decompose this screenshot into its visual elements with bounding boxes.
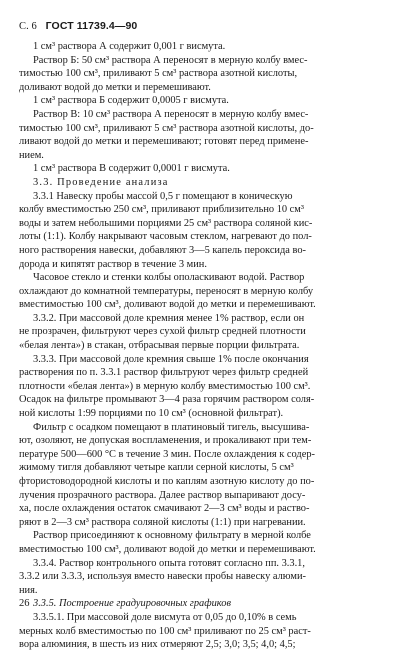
text-line: тимостью 100 см³, приливают 5 см³ раствора азотной кислоты, <box>19 68 298 80</box>
text-line: воды и затем небольшими порциями 25 см³ раствора соляной кис- <box>19 217 313 229</box>
text-line: Осадок на фильтре промывают 3—4 раза горячим раствором соля- <box>19 394 315 406</box>
document-body <box>19 40 385 652</box>
section-heading: 3.3. Проведение анализа <box>33 176 169 188</box>
page-number: 26 <box>19 598 30 609</box>
text-line: Раствор Б: 50 см³ раствора А переносят в мерную колбу вмес- <box>33 54 308 66</box>
text-line: ного растворения навески, добавляют 3—5 капель пероксида во- <box>19 244 306 256</box>
text-line: плотности «белая лента») в мерную колбу вместимостью 100 см³. <box>19 380 311 392</box>
text-line: растворения по п. 3.3.1 раствор фильтруют через фильтр средней <box>19 367 309 379</box>
text-line: охлаждают до комнатной температуры, переносят в мерную колбу <box>19 285 314 297</box>
text-line: лучения прозрачного раствора. Далее раствор выпаривают досу- <box>19 489 306 501</box>
text-line: вместимостью 100 см³, доливают водой до метки и перемешивают. <box>19 543 316 555</box>
text-line: тимостью 100 см³, приливают 5 см³ раствора азотной кислоты, до- <box>19 122 314 134</box>
text-line: 3.3.2. При массовой доле кремния менее 1% раствор, если он <box>33 312 305 324</box>
text-line: 3.3.2 или 3.3.3, используя вместо навески пробы навеску алюми- <box>19 571 306 583</box>
text-line: нием. <box>19 149 44 161</box>
text-line: 1 см³ раствора В содержит 0,0001 г висмута. <box>33 163 230 175</box>
text-line: 1 см³ раствора А содержит 0,001 г висмута. <box>33 41 226 52</box>
text-line: фтористоводородной кислоты и по каплям азотную кислоту до по- <box>19 476 315 487</box>
text-line: вместимостью 100 см³, доливают водой до метки и перемешивают. <box>19 299 316 311</box>
text-line: Часовое стекло и стенки колбы ополаскивают водой. Раствор <box>33 272 305 284</box>
text-line: ливают водой до метки и перемешивают; готовят перед примене- <box>19 136 309 148</box>
text-line: Фильтр с осадком помещают в платиновый тигель, высушива- <box>33 421 310 433</box>
text-line: лоты (1:1). Колбу накрывают часовым стеклом, нагревают до пол- <box>19 231 312 243</box>
text-line: мерных колб вместимостью по 100 см³ приливают по 25 см³ раст- <box>19 625 311 637</box>
text-line: пературе 500—600 °С в течение 3 мин. После охлаждения к содер- <box>19 448 315 460</box>
text-line: 3.3.1 Навеску пробы массой 0,5 г помещают в коническую <box>33 190 293 202</box>
text-line: 3.3.5.1. При массовой доле висмута от 0,05 до 0,10% в семь <box>33 611 297 623</box>
page-label: С. 6 <box>19 21 37 32</box>
text-line: не прозрачен, фильтруют через сухой фильтр средней плотности <box>19 326 306 338</box>
standard-number: ГОСТ 11739.4—90 <box>45 20 138 32</box>
text-line: жимому тигля добавляют четыре капли серной кислоты, 5 см³ <box>19 462 294 474</box>
subsection-heading: 3.3.5. Построение градуировочных графиков <box>33 598 231 610</box>
text-line: 1 см³ раствора Б содержит 0,0005 г висмута. <box>33 95 229 107</box>
text-line: ряют в 2—3 см³ раствора соляной кислоты (1:1) при нагревании. <box>19 516 306 528</box>
text-line: Раствор В: 10 см³ раствора А переносят в мерную колбу вмес- <box>33 108 309 120</box>
text-line: вора алюминия, в шесть из них отмеряют 2,5; 3,0; 3,5; 4,0; 4,5; <box>19 639 296 651</box>
text-line: ха, после охлаждения остаток смачивают 2—3 см³ воды и раство- <box>19 503 310 515</box>
text-line: 3.3.4. Раствор контрольного опыта готовят согласно пп. 3.3.1, <box>33 557 305 569</box>
text-line: 3.3.3. При массовой доле кремния свыше 1% после окончания <box>33 353 309 365</box>
text-line: ют, озоляют, не допуская воспламенения, и прокаливают при тем- <box>19 435 312 447</box>
text-line: «белая лента») в стакан, отбрасывая первые порции фильтрата. <box>19 340 300 352</box>
text-line: ной кислоты 1:99 порциями по 10 см³ (основной фильтрат). <box>19 408 284 420</box>
text-line: доливают водой до метки и перемешивают. <box>19 81 211 93</box>
text-line: дорода и кипятят раствор в течение 3 мин. <box>19 258 207 270</box>
page-header <box>19 20 137 32</box>
text-line: колбу вместимостью 250 см³, приливают приблизительно 10 см³ <box>19 204 304 216</box>
text-line: Раствор присоединяют к основному фильтрату в мерной колбе <box>33 530 311 542</box>
text-line: ния. <box>19 584 38 596</box>
